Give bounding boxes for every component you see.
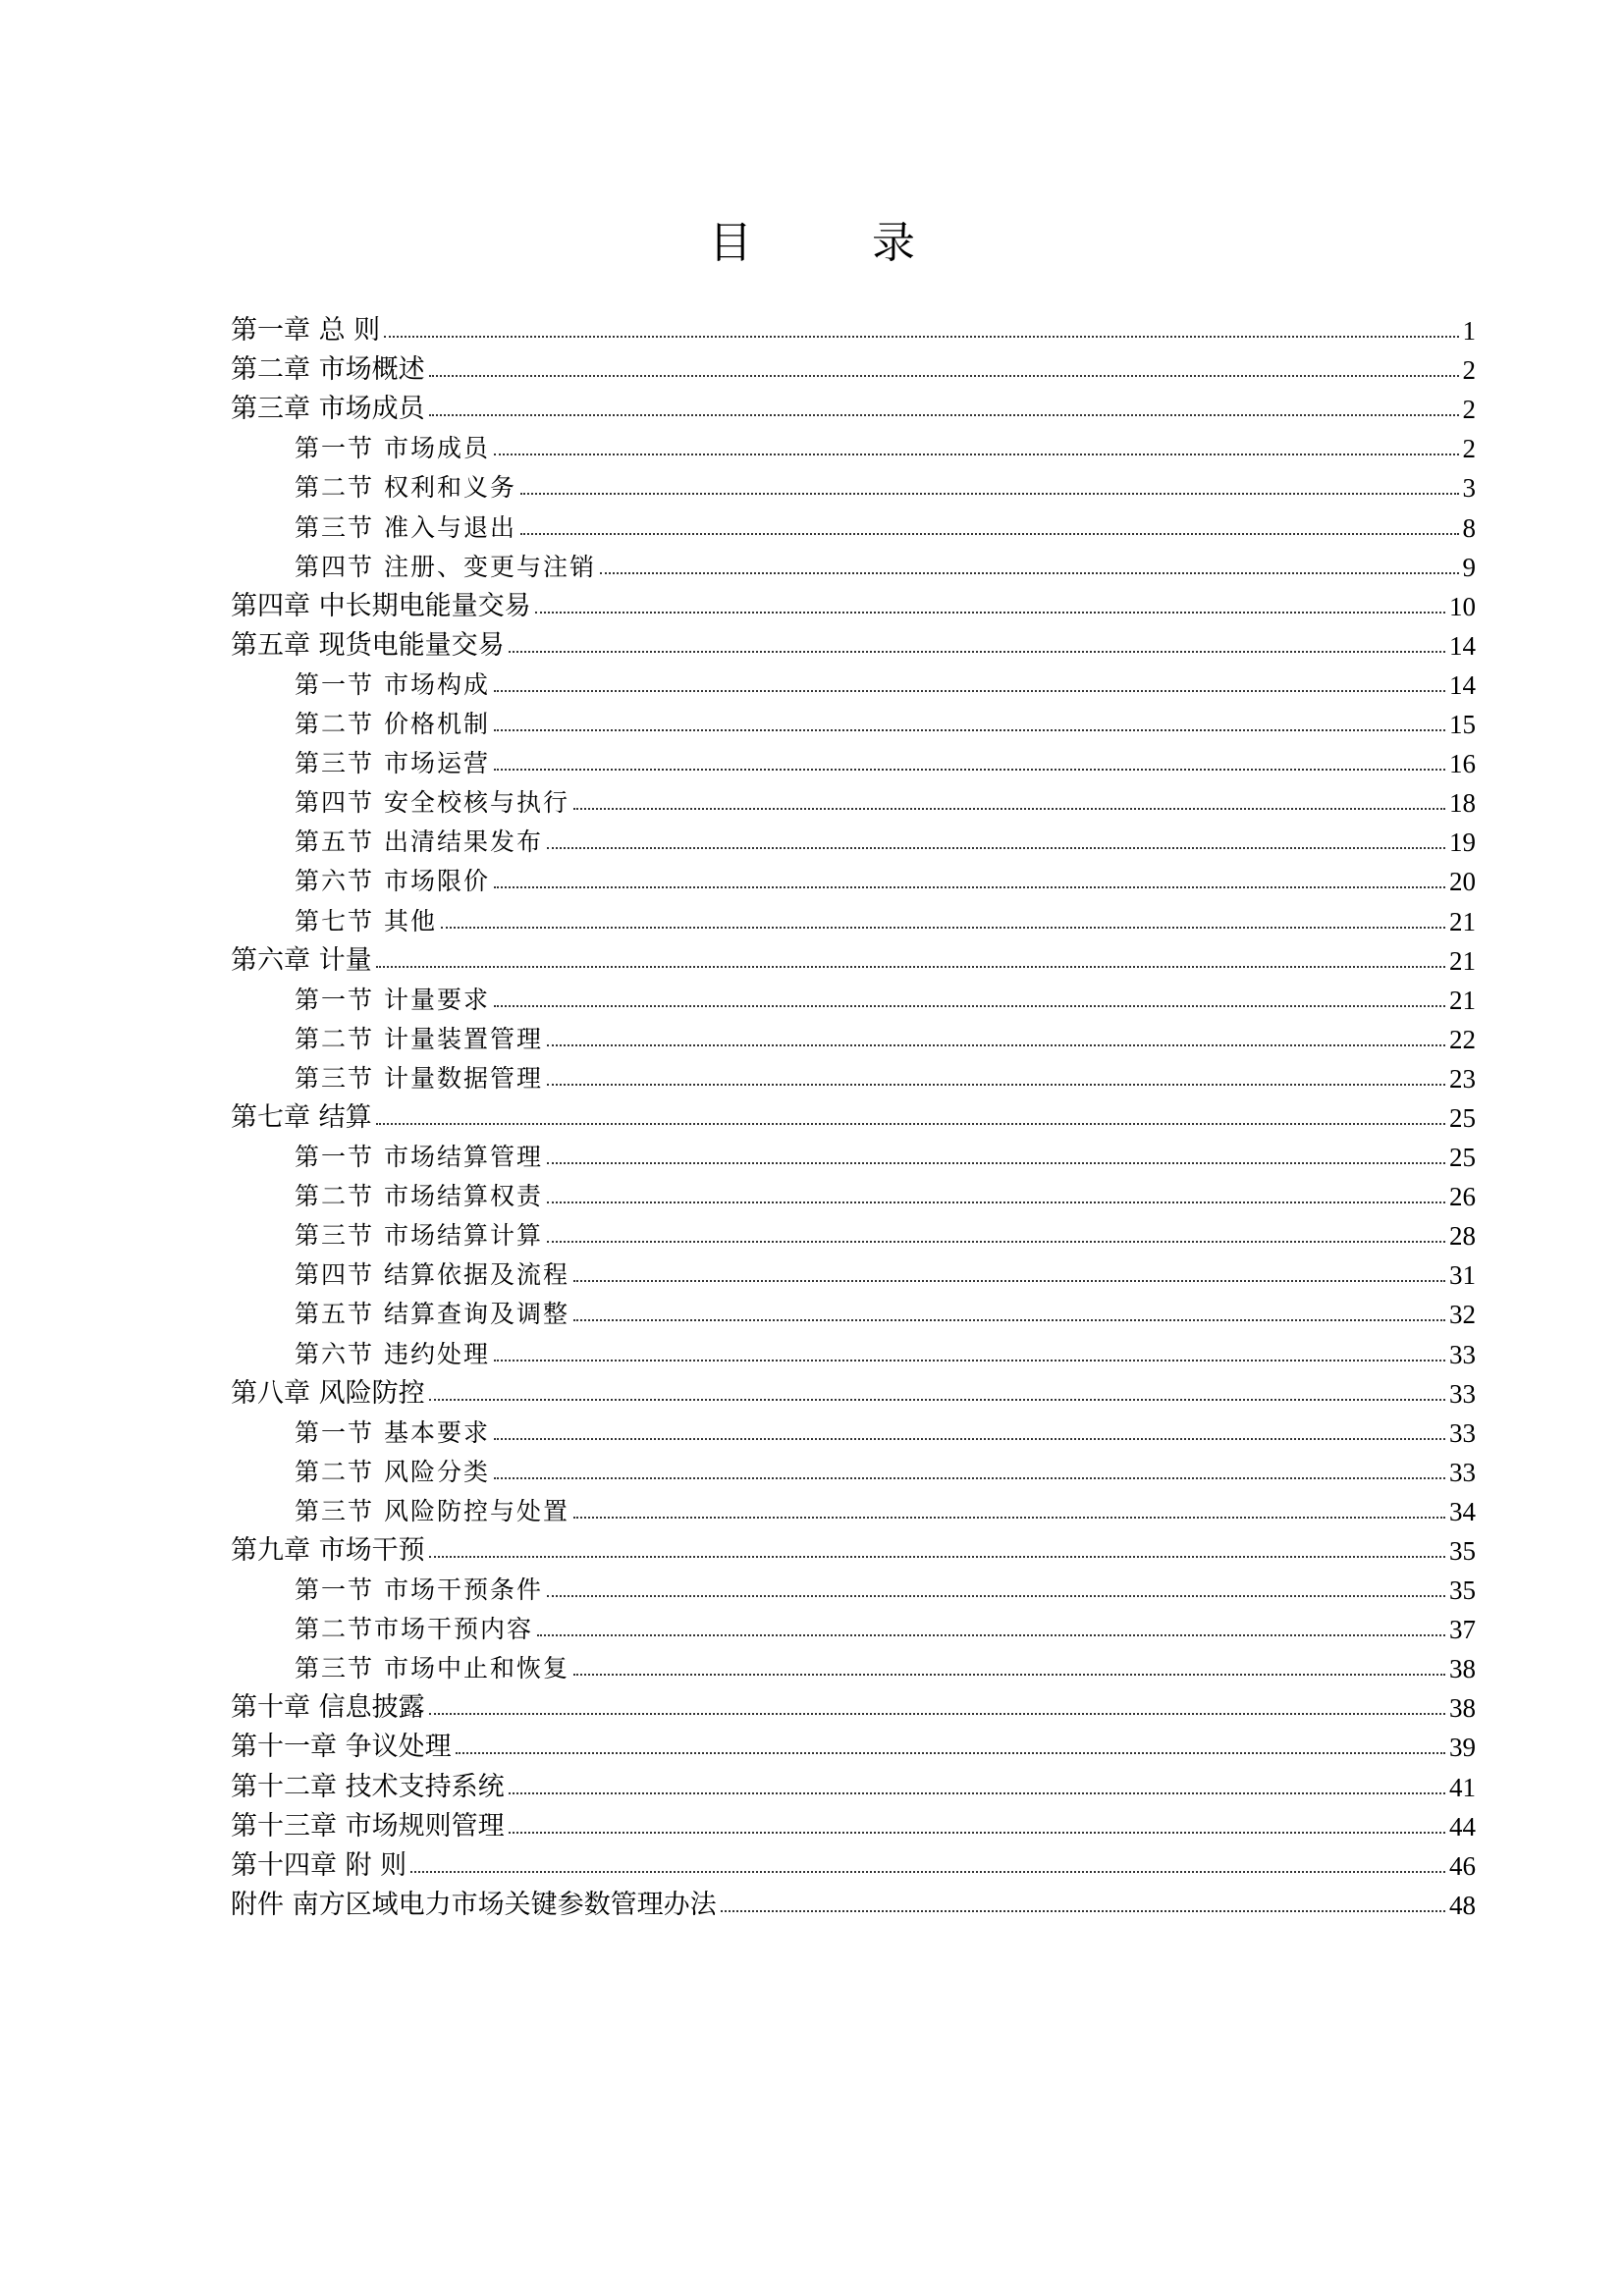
toc-page-number: 9: [1462, 552, 1476, 582]
toc-page-number: 33: [1449, 1339, 1476, 1369]
toc-entry-label: 第十一章 争议处理: [231, 1732, 452, 1763]
toc-entry-label: 第二节市场干预内容: [295, 1615, 534, 1644]
dot-leader: [721, 1910, 1445, 1912]
toc-section-entry[interactable]: [231, 819, 1476, 858]
toc-section-entry[interactable]: [231, 1016, 1476, 1055]
toc-page-number: 8: [1462, 512, 1476, 543]
toc-section-entry[interactable]: [231, 1212, 1476, 1252]
toc-entry-label: 第八章 风险防控: [231, 1377, 425, 1409]
toc-page-number: 22: [1449, 1024, 1476, 1054]
toc-section-entry[interactable]: [231, 1567, 1476, 1606]
toc-entry-label: 第二节 市场结算权责: [295, 1182, 543, 1211]
dot-leader: [494, 1005, 1445, 1007]
toc-entry-label: 第三节 市场运营: [295, 749, 490, 778]
dot-leader: [547, 1162, 1445, 1164]
dot-leader: [494, 1360, 1445, 1362]
toc-page-number: 41: [1449, 1772, 1476, 1802]
toc-section-entry[interactable]: [231, 1291, 1476, 1330]
toc-section-entry[interactable]: [231, 1134, 1476, 1173]
dot-leader: [384, 336, 1458, 338]
toc-entry-label: 第九章 市场干预: [231, 1535, 425, 1566]
toc-page-number: 44: [1449, 1811, 1476, 1842]
dot-leader: [600, 572, 1459, 574]
toc-chapter-entry[interactable]: [231, 1724, 1476, 1763]
dot-leader: [573, 1280, 1445, 1282]
toc-page-number: 21: [1449, 906, 1476, 936]
toc-section-entry[interactable]: [231, 740, 1476, 779]
toc-entry-label: 第一章 总 则: [231, 315, 381, 347]
toc-section-entry[interactable]: [231, 1173, 1476, 1212]
toc-entry-label: 第二节 权利和义务: [295, 473, 516, 503]
toc-section-entry[interactable]: [231, 1252, 1476, 1291]
toc-chapter-entry[interactable]: [231, 386, 1476, 425]
dot-leader: [547, 1241, 1445, 1243]
dot-leader: [573, 1517, 1445, 1519]
dot-leader: [410, 1871, 1445, 1873]
toc-section-entry[interactable]: [231, 701, 1476, 740]
toc-page-number: 25: [1449, 1143, 1476, 1173]
toc-entry-label: 第三节 计量数据管理: [295, 1063, 543, 1093]
toc-section-entry[interactable]: [231, 464, 1476, 504]
toc-chapter-entry[interactable]: [231, 937, 1476, 977]
toc-entry-label: 第一节 市场构成: [295, 669, 490, 699]
dot-leader: [494, 1438, 1445, 1440]
toc-page-number: 3: [1462, 473, 1476, 504]
toc-page-number: 14: [1449, 630, 1476, 661]
toc-section-entry[interactable]: [231, 425, 1476, 464]
toc-entry-label: 第七节 其他: [295, 906, 437, 935]
toc-page-number: 35: [1449, 1536, 1476, 1566]
dot-leader: [441, 927, 1445, 929]
dot-leader: [429, 1713, 1445, 1715]
toc-entry-label: 第三节 市场中止和恢复: [295, 1654, 569, 1683]
toc-page-number: 10: [1449, 591, 1476, 621]
toc-section-entry[interactable]: [231, 1488, 1476, 1527]
toc-chapter-entry[interactable]: [231, 1370, 1476, 1410]
dot-leader: [573, 808, 1445, 810]
toc-chapter-entry[interactable]: [231, 1095, 1476, 1134]
toc-entry-label: 第一节 市场成员: [295, 434, 490, 463]
toc-page-number: 14: [1449, 669, 1476, 700]
toc-page-number: 31: [1449, 1260, 1476, 1291]
dot-leader: [537, 1634, 1445, 1636]
toc-entry-label: 第三节 准入与退出: [295, 512, 516, 542]
toc-chapter-entry[interactable]: [231, 347, 1476, 386]
toc-page-number: 33: [1449, 1378, 1476, 1409]
toc-page-number: 18: [1449, 788, 1476, 819]
toc-page-number: 21: [1449, 985, 1476, 1015]
toc-page-number: 25: [1449, 1102, 1476, 1133]
toc-entry-label: 第二章 市场概述: [231, 354, 425, 386]
dot-leader: [456, 1752, 1445, 1754]
toc-section-entry[interactable]: [231, 1055, 1476, 1095]
toc-entry-label: 第二节 价格机制: [295, 710, 490, 739]
toc-entry-label: 第四节 安全校核与执行: [295, 788, 569, 818]
toc-page-number: 32: [1449, 1300, 1476, 1330]
toc-page-number: 2: [1462, 395, 1476, 425]
toc-entry-label: 第三节 风险防控与处置: [295, 1496, 569, 1525]
toc-page-number: 2: [1462, 355, 1476, 386]
toc-chapter-entry[interactable]: [231, 1763, 1476, 1802]
toc-page-number: 33: [1449, 1457, 1476, 1487]
toc-entry-label: 第二节 计量装置管理: [295, 1024, 543, 1053]
dot-leader: [520, 493, 1459, 495]
toc-page-number: 26: [1449, 1182, 1476, 1212]
toc-entry-label: 第二节 风险分类: [295, 1457, 490, 1486]
dot-leader: [547, 847, 1445, 849]
toc-chapter-entry[interactable]: [231, 1882, 1476, 1921]
dot-leader: [494, 690, 1445, 692]
dot-leader: [376, 966, 1445, 968]
toc-section-entry[interactable]: [231, 977, 1476, 1016]
toc-section-entry[interactable]: [231, 544, 1476, 583]
toc-page-number: 16: [1449, 749, 1476, 779]
dot-leader: [494, 729, 1445, 731]
toc-entry-label: 第一节 市场干预条件: [295, 1575, 543, 1605]
toc-page-number: 23: [1449, 1063, 1476, 1094]
toc-entry-label: 第六章 计量: [231, 944, 372, 976]
toc-entry-label: 第十章 信息披露: [231, 1692, 425, 1724]
toc-page-number: 1: [1462, 316, 1476, 347]
toc-entry-label: 第四章 中长期电能量交易: [231, 590, 531, 621]
toc-chapter-entry[interactable]: [231, 307, 1476, 347]
toc-page-number: 48: [1449, 1890, 1476, 1920]
toc-page-number: 38: [1449, 1654, 1476, 1684]
toc-chapter-entry[interactable]: [231, 622, 1476, 662]
toc-section-entry[interactable]: [231, 1606, 1476, 1645]
toc-entry-label: 第四节 注册、变更与注销: [295, 552, 596, 581]
dot-leader: [509, 1792, 1445, 1794]
toc-page-number: 2: [1462, 434, 1476, 464]
toc-entry-label: 第一节 基本要求: [295, 1417, 490, 1447]
page-title: 目 录: [709, 218, 968, 268]
toc-entry-label: 第五节 出清结果发布: [295, 828, 543, 857]
toc-section-entry[interactable]: [231, 858, 1476, 897]
dot-leader: [494, 454, 1459, 455]
dot-leader: [376, 1123, 1445, 1125]
toc-entry-label: 第五章 现货电能量交易: [231, 629, 505, 661]
toc-entry-label: 第五节 结算查询及调整: [295, 1300, 569, 1329]
table-of-contents: [231, 307, 1476, 1921]
dot-leader: [509, 1832, 1445, 1834]
toc-page-number: 20: [1449, 867, 1476, 897]
dot-leader: [547, 1201, 1445, 1203]
dot-leader: [494, 769, 1445, 771]
toc-section-entry[interactable]: [231, 897, 1476, 936]
toc-entry-label: 附件 南方区域电力市场关键参数管理办法: [231, 1889, 717, 1920]
dot-leader: [547, 1084, 1445, 1086]
toc-entry-label: 第六节 违约处理: [295, 1339, 490, 1368]
toc-entry-label: 第三章 市场成员: [231, 394, 425, 425]
toc-entry-label: 第十三章 市场规则管理: [231, 1810, 505, 1842]
toc-chapter-entry[interactable]: [231, 1684, 1476, 1724]
toc-section-entry[interactable]: [231, 662, 1476, 701]
toc-page-number: 21: [1449, 945, 1476, 976]
dot-leader: [573, 1674, 1445, 1676]
toc-entry-label: 第一节 市场结算管理: [295, 1143, 543, 1172]
toc-entry-label: 第四节 结算依据及流程: [295, 1260, 569, 1290]
toc-chapter-entry[interactable]: [231, 1842, 1476, 1882]
dot-leader: [509, 651, 1445, 653]
dot-leader: [547, 1595, 1445, 1597]
toc-page-number: 15: [1449, 710, 1476, 740]
toc-page-number: 38: [1449, 1693, 1476, 1724]
toc-entry-label: 第一节 计量要求: [295, 985, 490, 1014]
toc-section-entry[interactable]: [231, 1330, 1476, 1369]
toc-section-entry[interactable]: [231, 1410, 1476, 1449]
toc-chapter-entry[interactable]: [231, 1527, 1476, 1567]
toc-page-number: 46: [1449, 1850, 1476, 1881]
dot-leader: [429, 1399, 1445, 1401]
dot-leader: [494, 1477, 1445, 1479]
dot-leader: [429, 375, 1459, 377]
toc-page-number: 37: [1449, 1615, 1476, 1645]
toc-entry-label: 第六节 市场限价: [295, 867, 490, 896]
toc-page-number: 33: [1449, 1417, 1476, 1448]
toc-page-number: 19: [1449, 828, 1476, 858]
dot-leader: [535, 612, 1445, 614]
toc-page-number: 35: [1449, 1575, 1476, 1606]
dot-leader: [573, 1319, 1445, 1321]
toc-chapter-entry[interactable]: [231, 1803, 1476, 1842]
dot-leader: [429, 1556, 1445, 1558]
dot-leader: [429, 414, 1459, 416]
dot-leader: [547, 1044, 1445, 1046]
toc-entry-label: 第十二章 技术支持系统: [231, 1771, 505, 1802]
dot-leader: [494, 886, 1445, 888]
toc-section-entry[interactable]: [231, 504, 1476, 543]
toc-section-entry[interactable]: [231, 1449, 1476, 1488]
toc-chapter-entry[interactable]: [231, 583, 1476, 622]
toc-page-number: 34: [1449, 1496, 1476, 1526]
toc-entry-label: 第七章 结算: [231, 1101, 372, 1133]
toc-entry-label: 第三节 市场结算计算: [295, 1221, 543, 1251]
toc-page-number: 28: [1449, 1221, 1476, 1252]
toc-entry-label: 第十四章 附 则: [231, 1849, 407, 1881]
dot-leader: [520, 533, 1459, 535]
toc-section-entry[interactable]: [231, 779, 1476, 819]
toc-section-entry[interactable]: [231, 1645, 1476, 1684]
toc-page-number: 39: [1449, 1733, 1476, 1763]
